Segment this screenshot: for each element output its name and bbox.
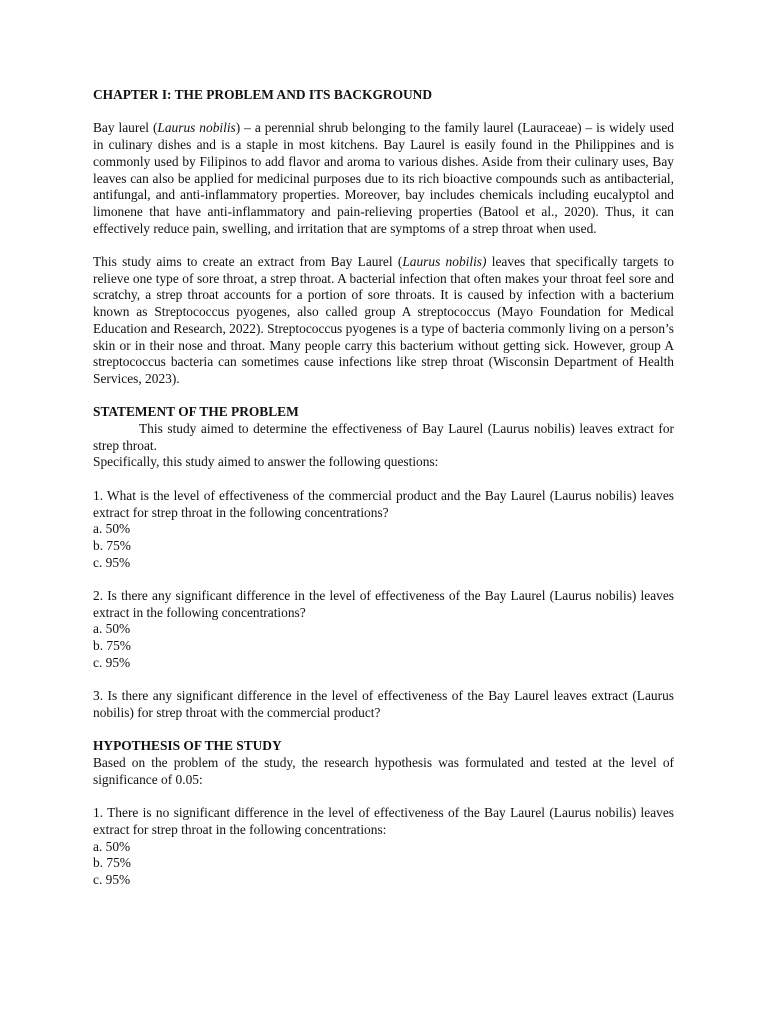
h1-option: c. 95% xyxy=(93,871,131,887)
document-page xyxy=(93,87,674,889)
q1-option: c. 95% xyxy=(93,554,131,570)
intro-p2-text-a: This study aims to create an extract from Bay Laurel ( xyxy=(93,254,403,269)
intro-paragraph-2 xyxy=(93,254,674,388)
q2-option: a. 50% xyxy=(93,621,131,637)
intro-p1-text-a: Bay laurel ( xyxy=(93,120,158,136)
h1-option: b. 75% xyxy=(93,855,131,871)
intro-p2-scientific-name: Laurus nobilis) xyxy=(402,254,487,269)
hypothesis-1: 1. There is no significant difference in the level of effectiveness of the Bay Laurel (Laurus nobilis) leaves extract for strep throat in the following concentrations: xyxy=(93,805,674,837)
intro-paragraph-1 xyxy=(93,120,674,237)
q2-option: b. 75% xyxy=(93,638,131,654)
chapter-title: CHAPTER I: THE PROBLEM AND ITS BACKGROUND xyxy=(93,87,433,102)
intro-p2-text-b: leaves that specifically targets to relieve one type of sore throat, a strep throat. A bacterial infection that often makes your throat feel sore and scratchy, a strep throat accounts for a portion of sore throats. It is caused by infection with a bacterium known as Streptococcus pyogenes, also called group A streptococcus (Mayo Foundation for Medical Education and Research, 2022). Streptococcus pyogenes is a type of bacteria commonly living on a person’s skin or in their nose and throat. Many people carry this bacterium without getting sick. However, group A streptococcus bacteria can sometimes cause infections like strep throat (Wisconsin Department of Health Services, 2023). xyxy=(93,254,674,386)
q2-option: c. 95% xyxy=(93,654,131,670)
statement-heading: STATEMENT OF THE PROBLEM xyxy=(93,404,299,420)
intro-p1-scientific-name: Laurus nobilis xyxy=(157,120,236,136)
hypothesis-intro: Based on the problem of the study, the research hypothesis was formulated and tested at the level of significance of 0.05: xyxy=(93,755,674,787)
q1-option: a. 50% xyxy=(93,521,131,537)
statement-specific: Specifically, this study aimed to answer the following questions: xyxy=(93,454,439,470)
question-3: 3. Is there any significant difference in the level of effectiveness of the Bay Laurel leaves extract (Laurus nobilis) for strep throat with the commercial product? xyxy=(93,688,674,720)
question-2: 2. Is there any significant difference in the level of effectiveness of the Bay Laurel (Laurus nobilis) leaves extract in the following concentrations? xyxy=(93,588,674,620)
hypothesis-heading: HYPOTHESIS OF THE STUDY xyxy=(93,738,282,754)
statement-aim: This study aimed to determine the effectiveness of Bay Laurel (Laurus nobilis) leaves extract for strep throat. xyxy=(93,421,674,453)
question-1: 1. What is the level of effectiveness of the commercial product and the Bay Laurel (Laurus nobilis) leaves extract for strep throat in the following concentrations? xyxy=(93,487,674,520)
h1-option: a. 50% xyxy=(93,838,131,854)
q1-option: b. 75% xyxy=(93,537,131,553)
intro-p1-text-b: ) – a perennial shrub belonging to the family laurel (Lauraceae) – is widely used in culinary dishes and is a staple in most kitchens. Bay Laurel is easily found in the Philippines and is commonly used by Filipinos to add flavor and aroma to various dishes. Aside from their culinary uses, Bay leaves can also be applied for medicinal purposes due to its rich bioactive compounds such as antibacterial, antifungal, and anti-inflammatory properties. Moreover, bay includes chemicals including eucalyptol and limonene that have anti-inflammatory and pain-relieving properties (Batool et al., 2020). Thus, it can effectively reduce pain, swelling, and irritation that are symptoms of a strep throat when used. xyxy=(93,120,674,236)
